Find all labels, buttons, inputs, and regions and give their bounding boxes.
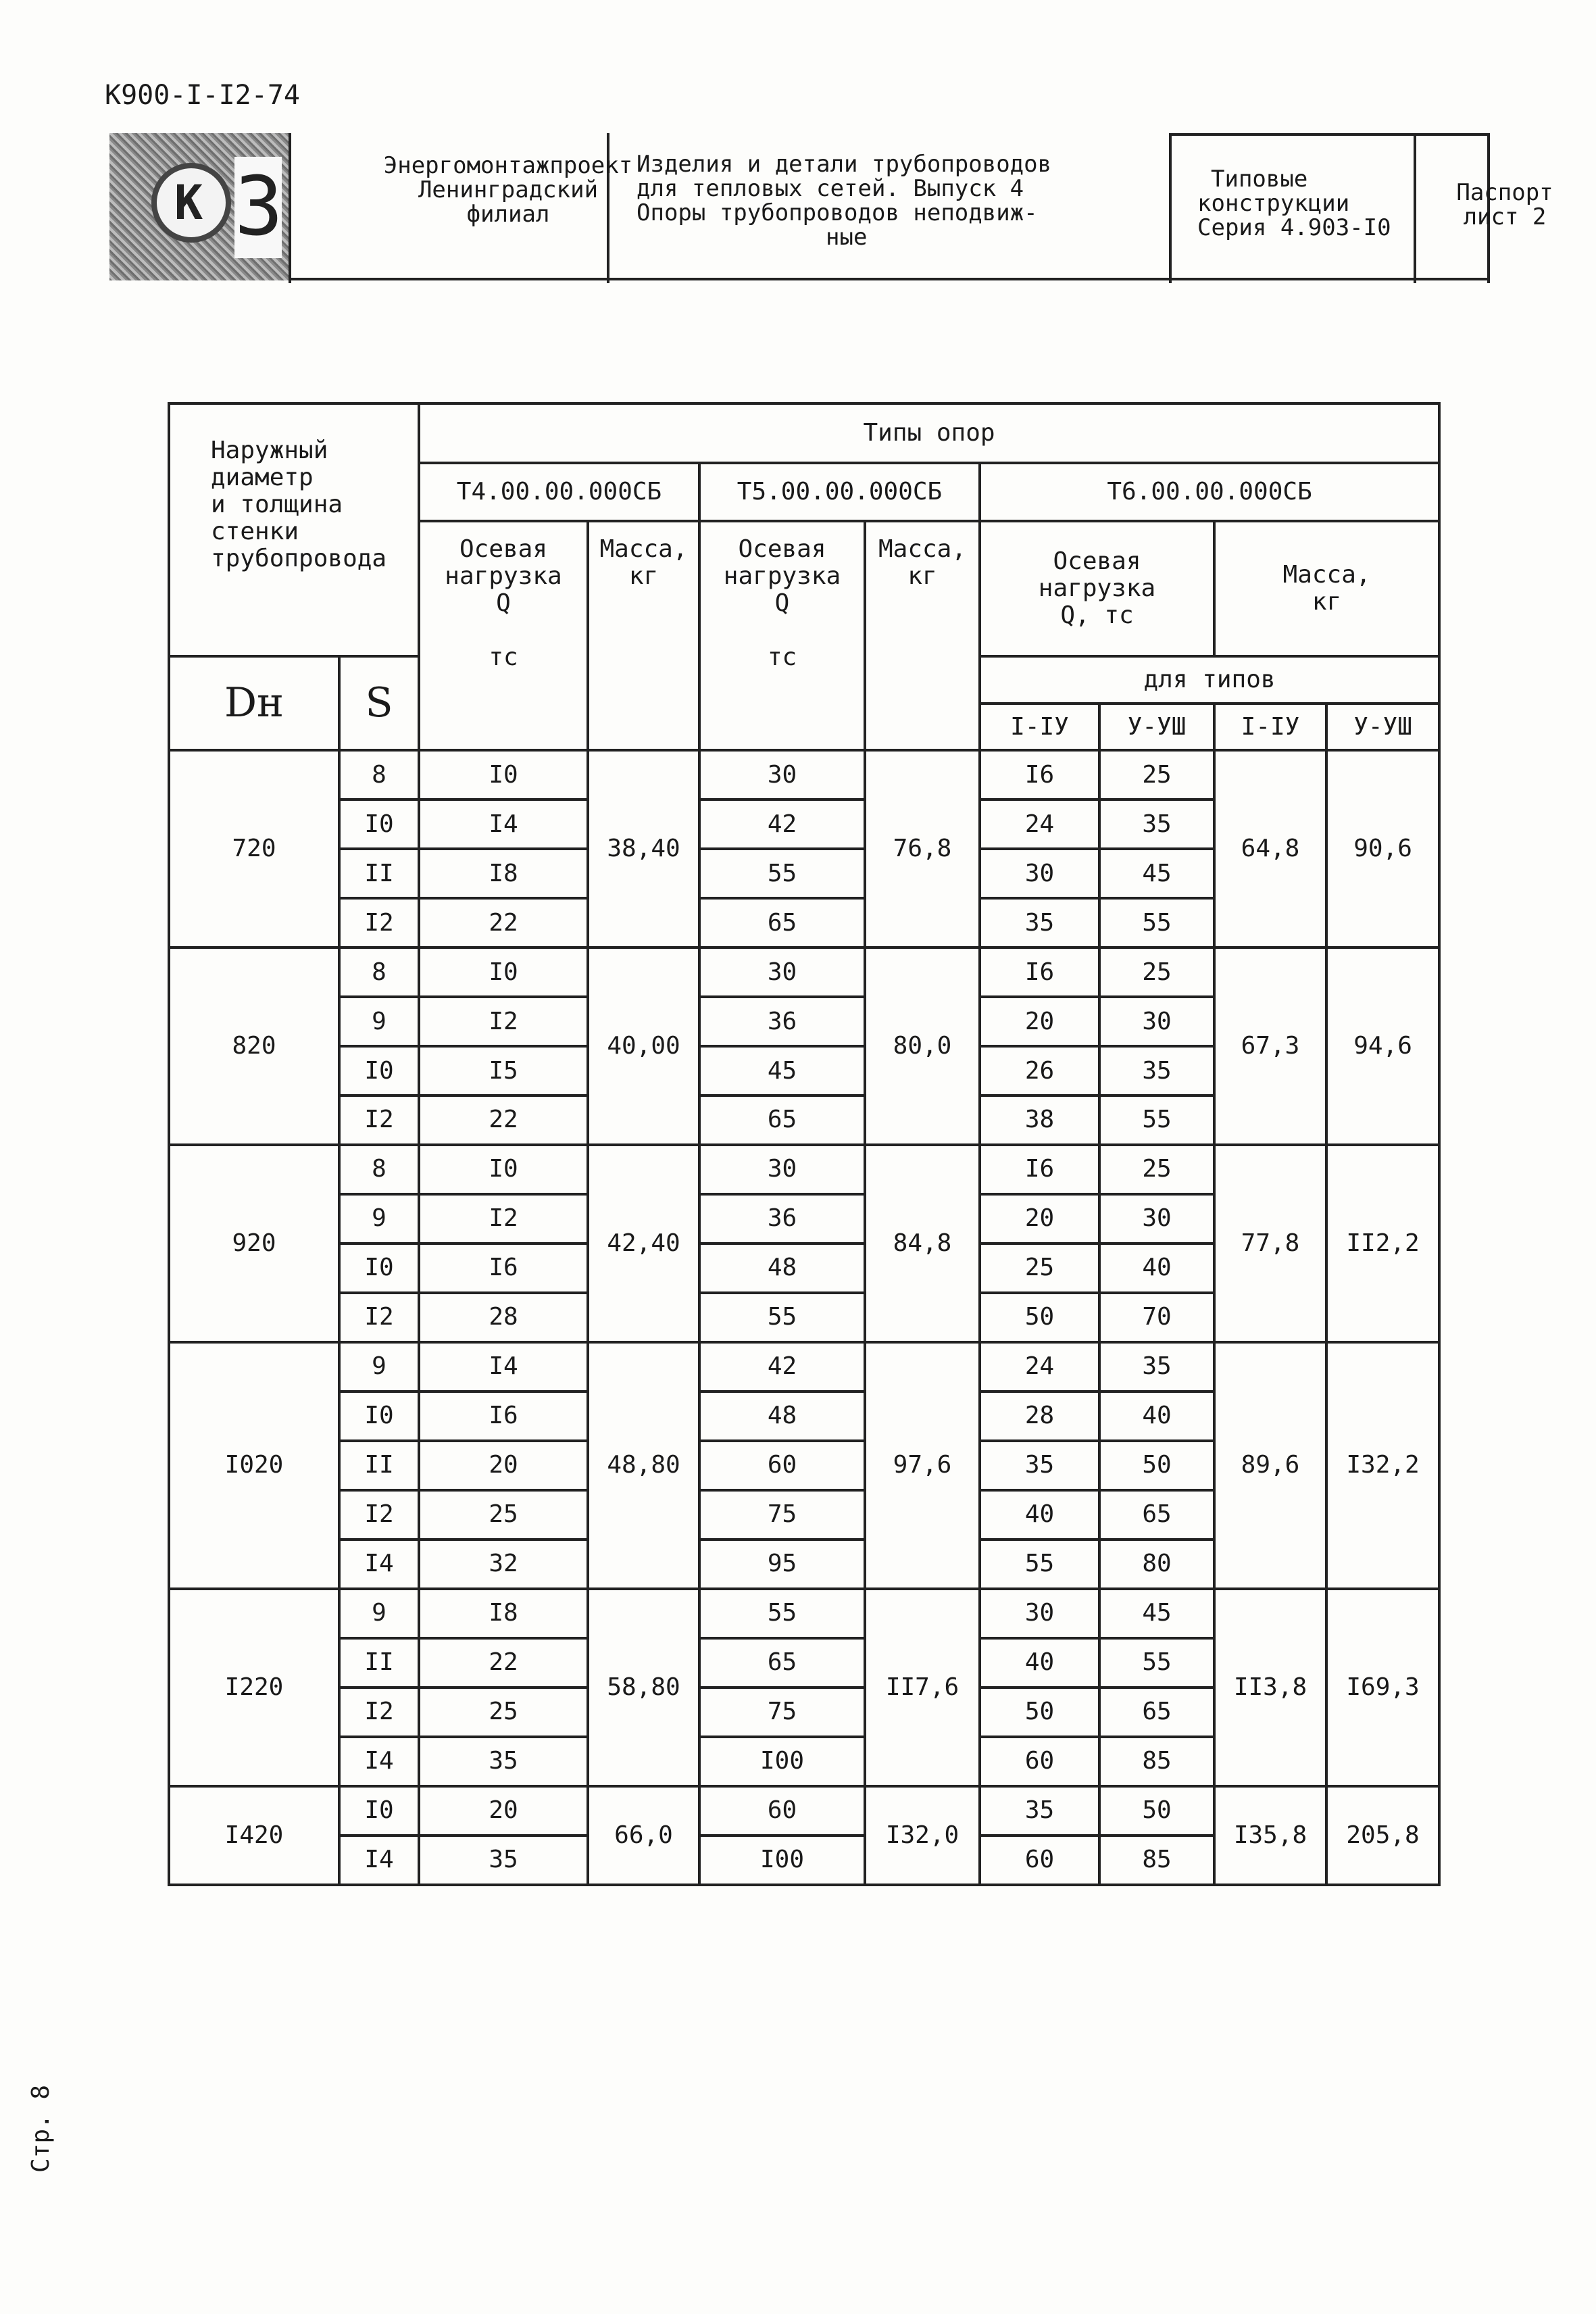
t5-axial-value: 45 <box>699 1046 865 1096</box>
s-value: 9 <box>339 1589 419 1638</box>
document-code: К900-I-I2-74 <box>105 80 300 111</box>
t6-axial-i-iv-value: 50 <box>980 1688 1099 1737</box>
t6-axial-v-viii-value: 50 <box>1099 1441 1214 1490</box>
t6-axial-v-viii-value: 40 <box>1099 1392 1214 1441</box>
t6-axial-i-iv-value: 60 <box>980 1836 1099 1885</box>
t6-axial-i-iv-value: 35 <box>980 1441 1099 1490</box>
t6-axial-v-viii-value: 65 <box>1099 1490 1214 1540</box>
table-row <box>169 1342 1439 1392</box>
t6-axial-i-iv-value: 30 <box>980 849 1099 898</box>
s-value: I2 <box>339 1688 419 1737</box>
header-support-types: Типы опор <box>419 403 1439 463</box>
header-t6-mass-v-viii: У-УШ <box>1326 704 1439 750</box>
t4-axial-value: I0 <box>419 750 588 799</box>
t6-axial-v-viii-value: 35 <box>1099 1342 1214 1392</box>
s-value: II <box>339 1638 419 1688</box>
s-value: I0 <box>339 799 419 849</box>
t6-axial-i-iv-value: 25 <box>980 1244 1099 1293</box>
s-value: 9 <box>339 1194 419 1244</box>
s-value: I0 <box>339 1786 419 1836</box>
s-value: I2 <box>339 1490 419 1540</box>
t5-axial-value: 55 <box>699 849 865 898</box>
t5-axial-value: 42 <box>699 1342 865 1392</box>
s-value: I0 <box>339 1392 419 1441</box>
dn-value: 920 <box>169 1145 339 1342</box>
t6-axial-i-iv-value: 30 <box>980 1589 1099 1638</box>
t4-axial-value: I2 <box>419 1194 588 1244</box>
t6-axial-v-viii-value: 30 <box>1099 1194 1214 1244</box>
t4-mass-value: 38,40 <box>588 750 699 947</box>
t4-axial-value: 35 <box>419 1836 588 1885</box>
t5-axial-value: I00 <box>699 1836 865 1885</box>
header-t6: Т6.00.00.000СБ <box>980 463 1439 521</box>
t6-axial-v-viii-value: 45 <box>1099 1589 1214 1638</box>
s-value: I4 <box>339 1540 419 1589</box>
organization-name: Энергомонтажпроект Ленинградский филиал <box>383 152 633 228</box>
table-row <box>169 1786 1439 1836</box>
t5-mass-value: 84,8 <box>865 1145 980 1342</box>
t6-axial-v-viii-value: 25 <box>1099 750 1214 799</box>
t5-mass-value: 80,0 <box>865 947 980 1145</box>
s-value: I0 <box>339 1046 419 1096</box>
organization-logo <box>109 133 289 280</box>
t4-axial-value: 28 <box>419 1293 588 1342</box>
t4-axial-value: 32 <box>419 1540 588 1589</box>
t4-axial-value: I8 <box>419 849 588 898</box>
header-t4-axial: Осевая нагрузка Q тс <box>419 521 588 750</box>
header-t4-mass: Масса, кг <box>588 521 699 750</box>
t6-axial-v-viii-value: 40 <box>1099 1244 1214 1293</box>
header-t5: Т5.00.00.000СБ <box>699 463 980 521</box>
s-value: 8 <box>339 750 419 799</box>
t6-axial-i-iv-value: 35 <box>980 1786 1099 1836</box>
t6-mass-v-viii-value: I32,2 <box>1326 1342 1439 1589</box>
t5-axial-value: 65 <box>699 1096 865 1145</box>
t4-axial-value: I2 <box>419 997 588 1046</box>
t5-axial-value: 30 <box>699 947 865 997</box>
t5-axial-value: 75 <box>699 1688 865 1737</box>
t6-axial-i-iv-value: I6 <box>980 947 1099 997</box>
t4-mass-value: 40,00 <box>588 947 699 1145</box>
t6-axial-v-viii-value: 80 <box>1099 1540 1214 1589</box>
t5-axial-value: 55 <box>699 1293 865 1342</box>
t6-axial-i-iv-value: I6 <box>980 1145 1099 1194</box>
t6-axial-i-iv-value: 35 <box>980 898 1099 947</box>
header-dn: Dн <box>169 656 339 751</box>
s-value: I2 <box>339 1293 419 1342</box>
t6-axial-i-iv-value: 20 <box>980 997 1099 1046</box>
header-s: S <box>339 656 419 751</box>
t6-mass-i-iv-value: 67,3 <box>1214 947 1326 1145</box>
t5-mass-value: II7,6 <box>865 1589 980 1786</box>
table-body <box>169 750 1439 1885</box>
t6-mass-i-iv-value: II3,8 <box>1214 1589 1326 1786</box>
t4-axial-value: I6 <box>419 1244 588 1293</box>
t5-axial-value: 30 <box>699 1145 865 1194</box>
logo-mark: З <box>234 157 282 258</box>
header-t5-mass: Масса, кг <box>865 521 980 750</box>
t5-axial-value: I00 <box>699 1737 865 1786</box>
t6-axial-i-iv-value: 40 <box>980 1638 1099 1688</box>
table-row <box>169 750 1439 799</box>
dn-value: 720 <box>169 750 339 947</box>
t6-mass-v-viii-value: 90,6 <box>1326 750 1439 947</box>
title-block <box>109 133 1553 283</box>
s-value: I4 <box>339 1836 419 1885</box>
t6-axial-i-iv-value: 60 <box>980 1737 1099 1786</box>
t6-axial-v-viii-value: 55 <box>1099 1096 1214 1145</box>
t6-mass-v-viii-value: 94,6 <box>1326 947 1439 1145</box>
t6-axial-i-iv-value: 55 <box>980 1540 1099 1589</box>
logo-k-icon: К <box>174 175 203 230</box>
t5-mass-value: 76,8 <box>865 750 980 947</box>
t4-axial-value: I0 <box>419 1145 588 1194</box>
t5-axial-value: 60 <box>699 1786 865 1836</box>
t4-axial-value: I5 <box>419 1046 588 1096</box>
t6-axial-v-viii-value: 65 <box>1099 1688 1214 1737</box>
t5-mass-value: 97,6 <box>865 1342 980 1589</box>
t5-axial-value: 42 <box>699 799 865 849</box>
s-value: I4 <box>339 1737 419 1786</box>
t4-axial-value: 25 <box>419 1490 588 1540</box>
t6-axial-i-iv-value: 50 <box>980 1293 1099 1342</box>
t6-axial-v-viii-value: 85 <box>1099 1836 1214 1885</box>
t6-axial-v-viii-value: 35 <box>1099 799 1214 849</box>
passport-sheet: Паспорт лист 2 <box>1456 179 1553 230</box>
t6-axial-i-iv-value: I6 <box>980 750 1099 799</box>
header-t5-axial: Осевая нагрузка Q тс <box>699 521 865 750</box>
t6-axial-v-viii-value: 30 <box>1099 997 1214 1046</box>
t5-axial-value: 36 <box>699 1194 865 1244</box>
dn-value: I020 <box>169 1342 339 1589</box>
t6-axial-v-viii-value: 55 <box>1099 1638 1214 1688</box>
document-title: Изделия и детали трубопроводов для тепловых сетей. Выпуск 4 Опоры трубопроводов неподвиж- ные <box>637 151 1052 251</box>
dn-value: I420 <box>169 1786 339 1885</box>
t4-axial-value: 22 <box>419 898 588 947</box>
header-t6-mass: Масса, кг <box>1214 521 1439 656</box>
t4-axial-value: I0 <box>419 947 588 997</box>
header-t6-mass-i-iv: I-IУ <box>1214 704 1326 750</box>
table-row <box>169 1145 1439 1194</box>
t6-mass-i-iv-value: 89,6 <box>1214 1342 1326 1589</box>
s-value: I0 <box>339 1244 419 1293</box>
t6-mass-v-viii-value: 205,8 <box>1326 1786 1439 1885</box>
t4-mass-value: 42,40 <box>588 1145 699 1342</box>
t5-axial-value: 48 <box>699 1392 865 1441</box>
dn-value: I220 <box>169 1589 339 1786</box>
s-value: 9 <box>339 1342 419 1392</box>
table-row <box>169 1589 1439 1638</box>
s-value: I2 <box>339 898 419 947</box>
t6-axial-v-viii-value: 25 <box>1099 947 1214 997</box>
dn-value: 820 <box>169 947 339 1145</box>
t5-axial-value: 95 <box>699 1540 865 1589</box>
t6-axial-v-viii-value: 85 <box>1099 1737 1214 1786</box>
t4-axial-value: 20 <box>419 1441 588 1490</box>
t6-mass-v-viii-value: II2,2 <box>1326 1145 1439 1342</box>
t4-axial-value: 35 <box>419 1737 588 1786</box>
t5-axial-value: 30 <box>699 750 865 799</box>
t6-mass-v-viii-value: I69,3 <box>1326 1589 1439 1786</box>
t6-mass-i-iv-value: I35,8 <box>1214 1786 1326 1885</box>
s-value: 9 <box>339 997 419 1046</box>
t5-axial-value: 65 <box>699 1638 865 1688</box>
t6-mass-i-iv-value: 64,8 <box>1214 750 1326 947</box>
t6-axial-i-iv-value: 24 <box>980 1342 1099 1392</box>
t6-axial-i-iv-value: 26 <box>980 1046 1099 1096</box>
t5-axial-value: 48 <box>699 1244 865 1293</box>
t5-axial-value: 36 <box>699 997 865 1046</box>
t4-axial-value: 25 <box>419 1688 588 1737</box>
table-row <box>169 947 1439 997</box>
header-t4: Т4.00.00.000СБ <box>419 463 699 521</box>
t4-mass-value: 66,0 <box>588 1786 699 1885</box>
t6-axial-i-iv-value: 40 <box>980 1490 1099 1540</box>
s-value: II <box>339 1441 419 1490</box>
header-t6-axial: Осевая нагрузка Q, тс <box>980 521 1214 656</box>
t6-axial-i-iv-value: 28 <box>980 1392 1099 1441</box>
t6-axial-v-viii-value: 55 <box>1099 898 1214 947</box>
t5-axial-value: 65 <box>699 898 865 947</box>
t4-axial-value: I6 <box>419 1392 588 1441</box>
t4-axial-value: 22 <box>419 1638 588 1688</box>
s-value: II <box>339 849 419 898</box>
t4-axial-value: 22 <box>419 1096 588 1145</box>
t4-axial-value: I4 <box>419 1342 588 1392</box>
t4-axial-value: I4 <box>419 799 588 849</box>
t6-axial-i-iv-value: 24 <box>980 799 1099 849</box>
t4-mass-value: 48,80 <box>588 1342 699 1589</box>
t6-axial-v-viii-value: 25 <box>1099 1145 1214 1194</box>
t6-axial-v-viii-value: 50 <box>1099 1786 1214 1836</box>
t6-axial-v-viii-value: 45 <box>1099 849 1214 898</box>
t6-axial-i-iv-value: 38 <box>980 1096 1099 1145</box>
header-for-types: для типов <box>980 656 1439 704</box>
t6-axial-i-iv-value: 20 <box>980 1194 1099 1244</box>
s-value: 8 <box>339 947 419 997</box>
support-types-table <box>168 402 1441 1886</box>
s-value: 8 <box>339 1145 419 1194</box>
t6-axial-v-viii-value: 35 <box>1099 1046 1214 1096</box>
t4-axial-value: I8 <box>419 1589 588 1638</box>
t5-mass-value: I32,0 <box>865 1786 980 1885</box>
t6-axial-v-viii-value: 70 <box>1099 1293 1214 1342</box>
t5-axial-value: 60 <box>699 1441 865 1490</box>
s-value: I2 <box>339 1096 419 1145</box>
t4-axial-value: 20 <box>419 1786 588 1836</box>
t5-axial-value: 55 <box>699 1589 865 1638</box>
header-diameter: Наружный диаметр и толщина стенки трубопровода <box>169 403 419 656</box>
header-t6-axial-v-viii: У-УШ <box>1099 704 1214 750</box>
page-number: Стр. 8 <box>27 2084 55 2173</box>
t6-mass-i-iv-value: 77,8 <box>1214 1145 1326 1342</box>
t5-axial-value: 75 <box>699 1490 865 1540</box>
header-t6-axial-i-iv: I-IУ <box>980 704 1099 750</box>
t4-mass-value: 58,80 <box>588 1589 699 1786</box>
series-info: Типовые конструкции Серия 4.903-I0 <box>1197 166 1391 241</box>
